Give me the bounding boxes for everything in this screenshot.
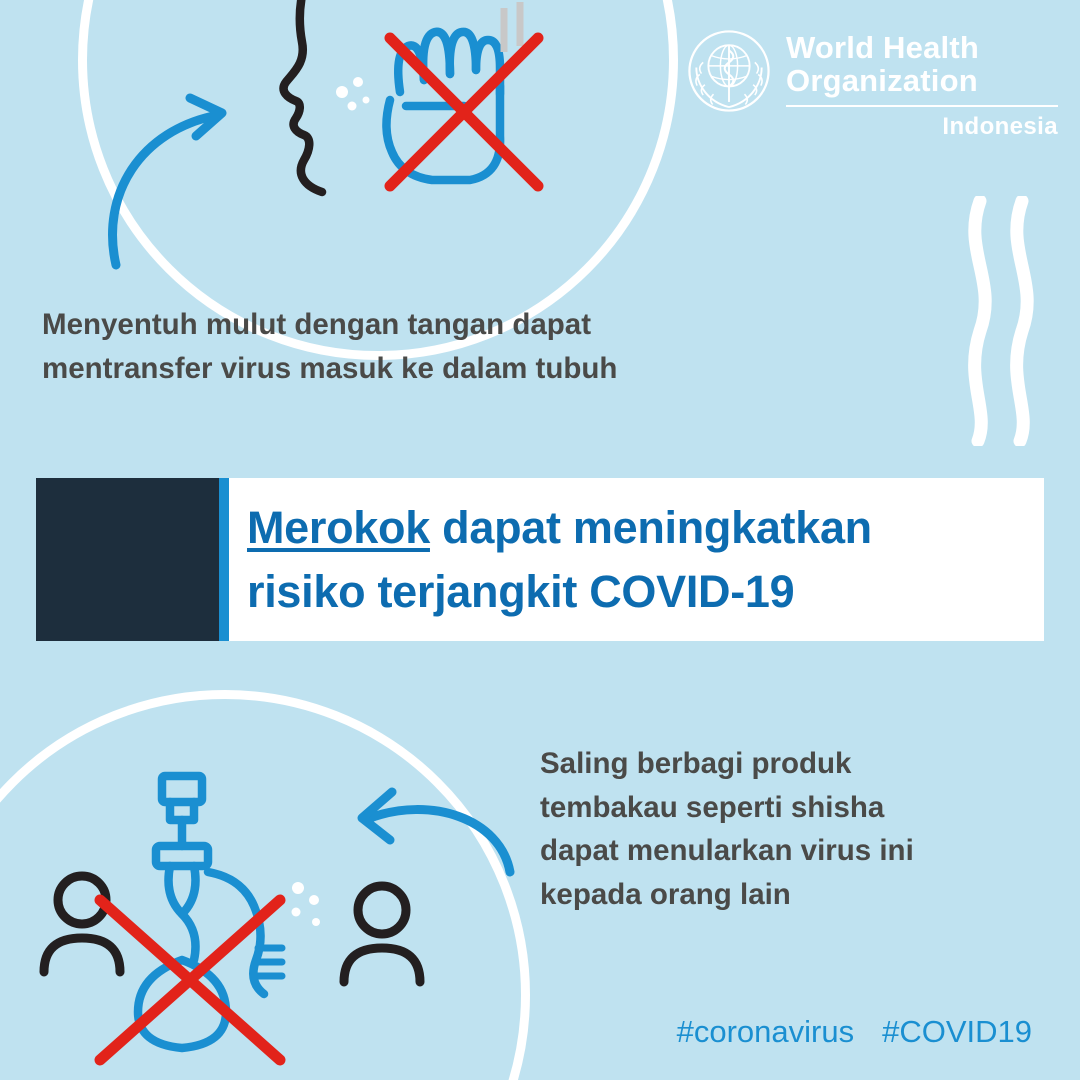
hand-to-mouth-prohibited-icon bbox=[90, 0, 560, 280]
who-name-line2: Organization bbox=[786, 62, 978, 98]
bottom-caption-line1: Saling berbagi produk bbox=[540, 747, 852, 780]
smoke-wisp-icon bbox=[960, 196, 1046, 446]
who-country-label: Indonesia bbox=[942, 112, 1058, 140]
top-caption bbox=[42, 303, 782, 390]
top-caption-line1: Menyentuh mulut dengan tangan dapat bbox=[42, 308, 592, 341]
who-logo bbox=[686, 28, 1058, 141]
headline-rest-line1: dapat meningkatkan bbox=[429, 501, 872, 553]
bottom-caption bbox=[540, 742, 1040, 917]
hashtag-covid19: #COVID19 bbox=[882, 1014, 1032, 1049]
banner-text-area bbox=[229, 478, 1044, 641]
top-caption-line2: mentransfer virus masuk ke dalam tubuh bbox=[42, 351, 618, 385]
hashtag-row bbox=[677, 1014, 1032, 1050]
headline-line2: risiko terjangkit COVID-19 bbox=[247, 565, 795, 617]
shisha-sharing-prohibited-icon bbox=[30, 760, 530, 1070]
banner-dark-block bbox=[36, 478, 219, 641]
who-divider bbox=[786, 105, 1058, 107]
bottom-caption-line3: dapat menularkan virus ini bbox=[540, 834, 914, 868]
headline-emphasis: Merokok bbox=[247, 501, 430, 553]
headline-text bbox=[247, 496, 872, 624]
who-emblem-icon bbox=[686, 28, 772, 114]
who-name-line1: World Health bbox=[786, 30, 980, 65]
banner-accent-bar bbox=[219, 478, 229, 641]
bottom-caption-line2: tembakau seperti shisha bbox=[540, 790, 885, 824]
hashtag-coronavirus: #coronavirus bbox=[676, 1014, 855, 1049]
bottom-caption-line4: kepada orang lain bbox=[540, 877, 791, 911]
who-wordmark bbox=[786, 28, 1058, 141]
headline-banner bbox=[36, 478, 1044, 641]
